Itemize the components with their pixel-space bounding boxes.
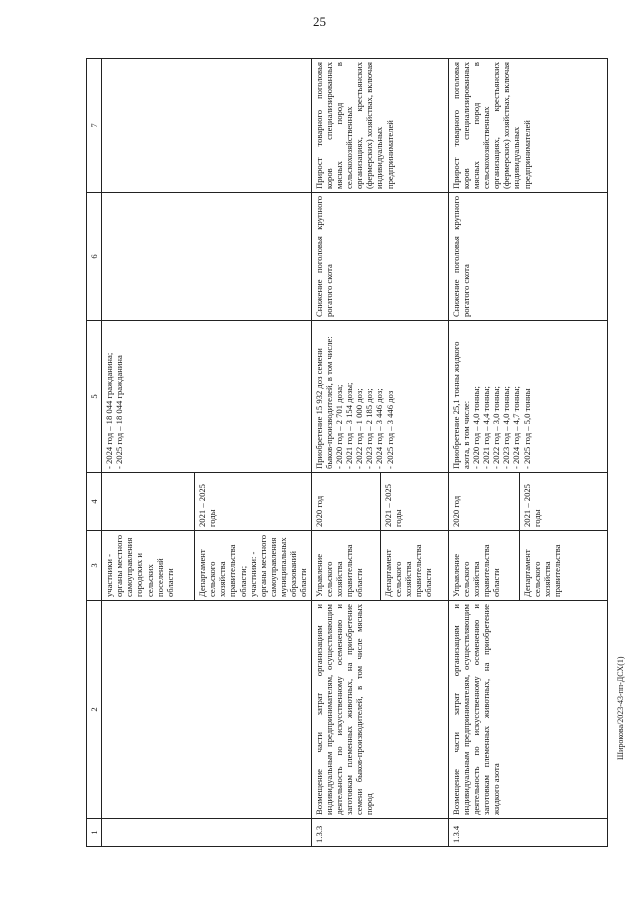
executor-secondary: Департамент сельского хозяйства правительства xyxy=(519,531,607,600)
executor-cell xyxy=(311,531,448,601)
term-secondary: 2021 – 2025 годы xyxy=(194,473,311,530)
measures-table xyxy=(86,58,608,847)
column-header: 1 xyxy=(87,819,102,847)
indicators-cell: Приобретение 25,1 тонны жидкого азота, в том числе: - 2020 год – 4,0 тонны; - 2021 год – 4,4 тонны; - 2022 год – 3,0 тонны; - 2023 год – 4,0 тонны; - 2024 год – 4,7 тонны; - 2025 год – 5,0 тонны xyxy=(448,321,607,473)
page-number: 25 xyxy=(313,14,326,29)
header-row xyxy=(87,59,102,847)
rotated-table-wrapper xyxy=(86,59,608,847)
measure-name: Возмещение части затрат организациям и индивидуальным предпринимателям, осуществляющим деятельность по искусственному осеменению и заготовкам племенных животных, на приобретение жидкого азота xyxy=(448,601,607,819)
measure-name xyxy=(102,601,312,819)
goal-cell xyxy=(102,59,312,193)
column-header: 3 xyxy=(87,531,102,601)
executor-primary: Управление сельского хозяйства правительства области xyxy=(450,544,502,597)
indicators-cell: - 2024 год – 18 044 гражданина; - 2025 год – 18 044 гражданина xyxy=(102,321,312,473)
executor-primary: Управление сельского хозяйства правительства области xyxy=(313,544,365,597)
executor-secondary: Департамент сельского хозяйства правительства области; участники: - органы местного самоуправления муниципальных образований области xyxy=(194,531,311,600)
table-row xyxy=(102,59,312,847)
table-row xyxy=(311,59,448,847)
term-cell xyxy=(448,473,607,531)
executor-cell xyxy=(102,531,312,601)
document-code: Широкова/2023-43-пп-ДСХ(1) xyxy=(616,656,625,760)
term-primary: 2020 год xyxy=(450,495,461,527)
column-header: 7 xyxy=(87,59,102,193)
term-secondary: 2021 – 2025 годы xyxy=(380,473,448,530)
goal-cell: Прирост товарного поголовья коров специализированных мясных пород в сельскохозяйственных организациях, крестьянских (фермерских) хозяйствах, включая индивидуальных предпринимателей xyxy=(448,59,607,193)
row-number: 1.3.3 xyxy=(311,819,448,847)
term-cell xyxy=(311,473,448,531)
measure-name: Возмещение части затрат организациям и индивидуальным предпринимателям, осуществляющим деятельность по искусственному осеменению и заготовкам племенных животных, на приобретение семени быков-производителей, в том числе мясных пород xyxy=(311,601,448,819)
column-header: 5 xyxy=(87,321,102,473)
executor-primary: участники - органы местного самоуправления городских и сельских поселений области xyxy=(104,535,175,597)
column-header: 6 xyxy=(87,193,102,321)
goal-cell: Прирост товарного поголовья коров специализированных мясных пород в сельскохозяйственных организациях, крестьянских (фермерских) хозяйствах, включая индивидуальных предпринимателей xyxy=(311,59,448,193)
term-primary: 2020 год xyxy=(313,495,324,527)
executor-cell xyxy=(448,531,607,601)
table-row xyxy=(448,59,607,847)
effect-cell xyxy=(102,193,312,321)
term-secondary: 2021 – 2025 годы xyxy=(519,473,607,530)
row-number xyxy=(102,819,312,847)
term-primary xyxy=(102,473,194,530)
column-header: 4 xyxy=(87,473,102,531)
row-number: 1.3.4 xyxy=(448,819,607,847)
column-header: 2 xyxy=(87,601,102,819)
indicators-cell: Приобретение 15 932 доз семени быков-производителей, в том числе: - 2020 год – 2 701 доза; - 2021 год – 3 154 дозы; - 2022 год – 1 000 доз; - 2023 год – 2 185 доз; - 2024 год – 3 446 доз; - 2025 год – 3 446 доз xyxy=(311,321,448,473)
effect-cell: Снижение поголовья крупного рогатого скота xyxy=(311,193,448,321)
term-cell xyxy=(102,473,312,531)
effect-cell: Снижение поголовья крупного рогатого скота xyxy=(448,193,607,321)
executor-secondary: Департамент сельского хозяйства правительства области xyxy=(380,531,448,600)
